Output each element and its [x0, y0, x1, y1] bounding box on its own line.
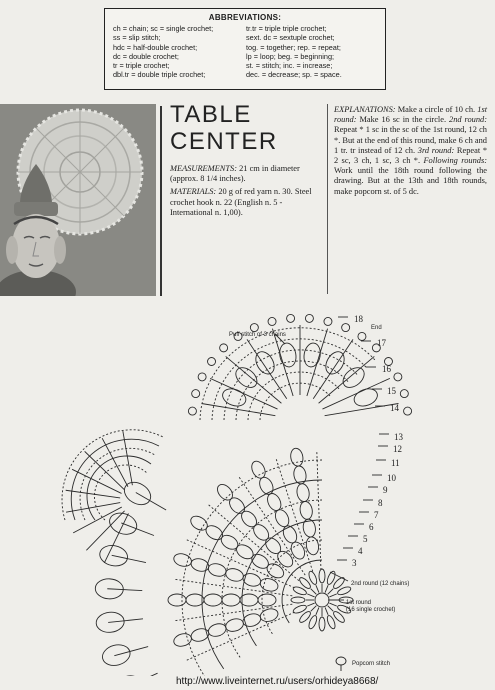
round-label-3: 3 — [352, 558, 357, 568]
abbreviation-item: dc = double crochet; — [113, 51, 179, 61]
round-label-18: 18 — [354, 314, 363, 324]
round-1-label: 1st round — [346, 600, 372, 606]
explanation-text: Repeat * 2 sc, 3 ch, 1 sc, 3 ch *. — [334, 145, 488, 166]
crochet-chart-diagram — [0, 300, 495, 676]
explanation-text: Repeat * 1 sc in the sc of the 1st round, 12 ch *. But at the end of this round, make 6 ch and 1 tr. tr instead of 12 ch. — [334, 125, 487, 155]
title-line: CENTER — [170, 128, 278, 155]
round-label-4: 4 — [358, 546, 363, 556]
abbreviations-title: ABBREVIATIONS: — [208, 13, 282, 22]
measurements-block — [170, 164, 323, 221]
explanations-block — [334, 105, 487, 197]
explanation-text: Work until the 18th round following the drawing. But at the 13th and 18th rounds, make popcorn st. of 5 dc. — [334, 166, 487, 196]
round-1-detail-label: (16 single crochet) — [346, 607, 396, 613]
round-label: 2nd round: — [449, 115, 487, 125]
measurements-text: 21 cm in diameter (approx. 8 1/4 inches). — [170, 164, 300, 184]
abbreviation-item: ss = slip stitch; — [113, 33, 161, 43]
abbreviations-left-column — [113, 24, 246, 80]
round-label-8: 8 — [378, 498, 383, 508]
abbreviation-item: ch = chain; sc = single crochet; — [113, 24, 214, 33]
round-label-16: 16 — [382, 364, 391, 374]
materials-label: MATERIALS: — [170, 187, 217, 197]
title-line: TABLE — [170, 101, 252, 128]
round-label-7: 7 — [374, 510, 379, 520]
round-label-5: 5 — [363, 534, 368, 544]
chart-drawing — [62, 314, 412, 676]
doily-photo — [0, 104, 156, 296]
abbreviation-item: st. = stitch; inc. = increase; — [246, 61, 333, 71]
puff-stitch-label: Puff stitch of 3 chains — [229, 332, 286, 338]
abbreviation-item: tr = triple crochet; — [113, 61, 170, 71]
popcorn-stitch-label: Popcorn stitch — [352, 661, 391, 667]
round-label-14: 14 — [390, 403, 399, 413]
round-label-10: 10 — [387, 473, 396, 483]
abbreviation-item: lp = loop; beg. = beginning; — [246, 51, 335, 61]
abbreviations-box — [104, 8, 386, 90]
abbreviation-item: hdc = half-double crochet; — [113, 42, 198, 52]
explanation-text: Make a circle of 10 ch. — [397, 105, 476, 114]
round-label: 1st round: — [334, 105, 488, 125]
materials-text: 20 g of red yarn n. 30. Steel crochet hook n. 22 (English n. 5 - International n. 1,00). — [170, 187, 312, 217]
abbreviation-item: dbl.tr = double triple crochet; — [113, 70, 206, 80]
round-label: 3rd round: — [417, 145, 455, 155]
round-label-15: 15 — [387, 386, 396, 396]
round-label-12: 12 — [393, 444, 402, 454]
round-label-9: 9 — [383, 485, 388, 495]
abbreviation-item: sext. dc = sextuple crochet; — [246, 33, 335, 43]
measurements-label: MEASUREMENTS: — [170, 164, 237, 173]
abbreviations-right-column — [246, 24, 379, 80]
page-title — [170, 101, 278, 155]
round-label: Following rounds: — [423, 156, 487, 166]
explanations-label: EXPLANATIONS: — [334, 105, 396, 114]
end-label: End — [371, 325, 382, 331]
round-label-11: 11 — [391, 458, 400, 468]
column-divider — [327, 104, 328, 294]
explanation-text: Make 16 sc in the circle. — [359, 115, 447, 125]
round-label-6: 6 — [369, 522, 374, 532]
source-url: http://www.liveinternet.ru/users/orhideya8668/ — [176, 676, 379, 687]
popcorn-stitch-icon — [336, 657, 346, 671]
column-divider — [160, 106, 162, 296]
abbreviation-item: tr.tr = triple triple crochet; — [246, 24, 327, 33]
abbreviation-item: tog. = together; rep. = repeat; — [246, 42, 341, 52]
round-label-13: 13 — [394, 432, 403, 442]
abbreviation-item: dec. = decrease; sp. = space. — [246, 70, 342, 80]
round-label-17: 17 — [377, 338, 386, 348]
round-2-label: 2nd round (12 chains) — [351, 581, 410, 587]
